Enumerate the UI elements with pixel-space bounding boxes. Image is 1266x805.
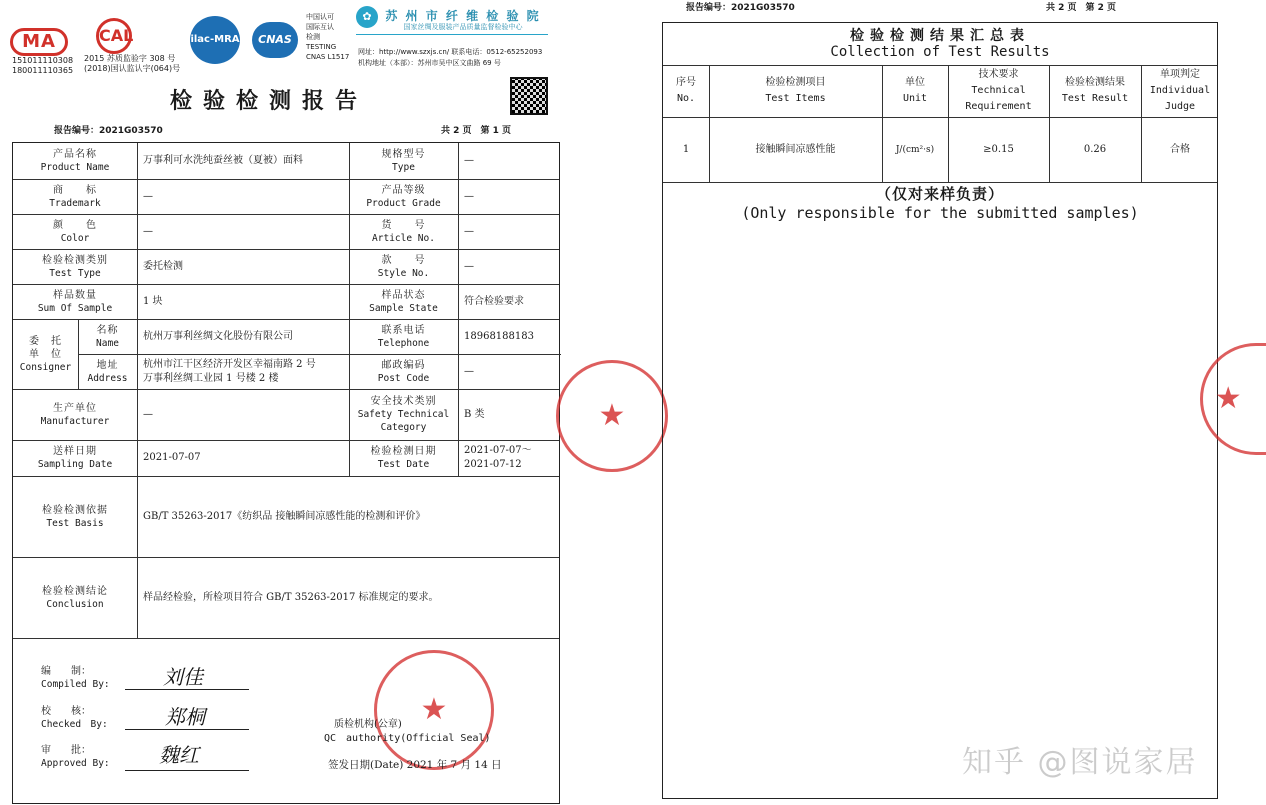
test-date-label: 检验检测日期 Test Date (370, 446, 437, 470)
test-basis-label: 检验检测依据 Test Basis (42, 504, 108, 529)
sample-state-value: 符合检验要求 (464, 295, 524, 307)
checked-by-label: 校 核： Checked By: (41, 706, 108, 730)
responsibility-note-cn: （仅对来样负责） (875, 185, 1004, 203)
approved-signature: 魏红 (159, 743, 199, 767)
compiled-signature: 刘佳 (163, 665, 203, 689)
report-number: 报告编号：2021G03570 (54, 126, 163, 136)
watermark: 知乎 @图说家居 (962, 745, 1198, 780)
results-summary-table (662, 22, 1218, 799)
col-header-unit: 单位 Unit (902, 77, 928, 104)
test-type-value: 委托检测 (143, 260, 183, 272)
edge-seal-stamp-left: ★ (556, 360, 668, 472)
conclusion-label: 检验检测结论 Conclusion (42, 585, 108, 610)
compiled-sign-line (125, 689, 249, 690)
qr-code-icon (510, 77, 548, 115)
col-header-no: 序号 No. (676, 77, 696, 104)
results-title-en: Collection of Test Results (830, 44, 1050, 60)
page-number-right: 共 2 页 第 2 页 (1046, 3, 1117, 13)
post-code-label: 邮政编码 Post Code (377, 359, 430, 384)
table-row-requirement: ≥0.15 (983, 143, 1014, 155)
test-date-value: 2021-07-07～ 2021-07-12 (464, 445, 532, 470)
cnas-logo: CNAS (252, 22, 298, 58)
col-header-test-items: 检验检测项目 Test Items (765, 77, 826, 104)
safety-category-value: B 类 (464, 408, 485, 420)
institute-logo-icon: ✿ (356, 6, 378, 28)
table-row-result: 0.26 (1083, 143, 1107, 155)
cnas-text: 中国认可 国际互认 检测 TESTING CNAS L1517 (306, 13, 350, 61)
sample-state-label: 样品状态 Sample State (369, 289, 438, 314)
style-label: 款 号 Style No. (377, 254, 430, 279)
color-label: 颜 色 Color (53, 219, 97, 244)
ma-logo: MA (10, 28, 68, 56)
manufacturer-value: — (143, 408, 153, 420)
product-name-label: 产品名称 Product Name (40, 149, 110, 173)
table-row-no: 1 (682, 143, 690, 155)
cal-logo: CAL (96, 18, 132, 54)
qc-authority: 质检机构(公章) QC authority(Official Seal) (324, 719, 491, 744)
col-header-requirement: 技术要求 Technical Requirement (965, 69, 1032, 112)
trademark-value: — (143, 190, 153, 202)
org-subname: 国家丝绸及服装产品质量监督检验中心 (403, 23, 523, 31)
test-basis-value: GB/T 35263-2017《纺织品 接触瞬间凉感性能的检测和评价》 (143, 510, 426, 522)
trademark-label: 商 标 Trademark (49, 184, 101, 209)
org-contact: 网址：http://www.szxjs.cn/ 联系电话：0512-65252093 机构地址（本部）：苏州市吴中区文曲路 69 号 (358, 48, 543, 67)
consigner-name-value: 杭州万事利丝绸文化股份有限公司 (143, 330, 293, 342)
official-seal-stamp: ★ (374, 650, 494, 770)
test-type-label: 检验检测类别 Test Type (42, 254, 108, 279)
manufacturer-label: 生产单位 Manufacturer (40, 402, 110, 427)
telephone-label: 联系电话 Telephone (377, 324, 430, 349)
telephone-value: 18968188183 (464, 330, 534, 342)
report-number-right: 报告编号：2021G03570 (686, 3, 795, 13)
conclusion-value: 样品经检验，所检项目符合 GB/T 35263-2017 标准规定的要求。 (143, 591, 439, 603)
approved-sign-line (125, 770, 249, 771)
compiled-by-label: 编 制： Compiled By: (41, 666, 110, 690)
col-header-test-result: 检验检测结果 Test Result (1061, 77, 1129, 104)
report-title: 检验检测报告 (170, 88, 369, 114)
address-value: 杭州市江干区经济开发区幸福南路 2 号 万事利丝绸工业园 1 号楼 2 楼 (143, 358, 316, 384)
color-value: — (143, 225, 153, 237)
sample-sum-label: 样品数量 Sum Of Sample (37, 289, 113, 314)
article-label: 货 号 Article No. (372, 219, 435, 244)
checked-sign-line (125, 729, 249, 730)
table-row-judge: 合格 (1170, 143, 1190, 155)
checked-signature: 郑桐 (165, 705, 205, 729)
style-value: — (464, 260, 474, 272)
col-header-judge: 单项判定 Individual Judge (1149, 69, 1211, 112)
consigner-label: 委 托 单 位 Consigner (19, 335, 72, 373)
type-label: 规格型号 Type (381, 149, 426, 173)
edge-seal-stamp-right: ★ (1200, 343, 1266, 455)
grade-value: — (464, 190, 474, 202)
type-value: — (464, 155, 474, 166)
consigner-name-label: 名称 Name (96, 324, 119, 349)
page-number: 共 2 页 第 1 页 (441, 126, 512, 136)
responsibility-note-en: (Only responsible for the submitted samples) (741, 204, 1139, 222)
ma-numbers: 151011110308 180011110365 (12, 56, 74, 75)
sample-sum-value: 1 块 (143, 295, 163, 307)
table-row-unit: J/(cm²·s) (895, 144, 935, 155)
org-name: 苏 州 市 纤 维 检 验 院 (385, 9, 541, 23)
grade-label: 产品等级 Product Grade (366, 184, 441, 209)
address-label: 地址 Address (87, 359, 128, 384)
product-name-value: 万事利可水洗纯蚕丝被（夏被）面料 (143, 155, 303, 166)
safety-category-label: 安全技术类别 Safety Technical Category (357, 396, 450, 433)
approved-by-label: 审 批： Approved By: (41, 745, 110, 769)
issue-date: 签发日期(Date) 2021 年 7 月 14 日 (328, 759, 502, 771)
org-divider (356, 34, 548, 35)
cal-numbers: 2015 苏质监验字 308 号 (2018)国认监认字(064)号 (84, 54, 181, 73)
table-row-item: 接触瞬间凉感性能 (755, 143, 836, 155)
sampling-date-value: 2021-07-07 (143, 452, 201, 463)
article-value: — (464, 225, 474, 237)
ilac-mra-logo: ilac-MRA (190, 16, 240, 64)
post-code-value: — (464, 365, 474, 377)
sampling-date-label: 送样日期 Sampling Date (37, 446, 113, 470)
results-title-cn: 检验检测结果汇总表 (850, 28, 1030, 44)
